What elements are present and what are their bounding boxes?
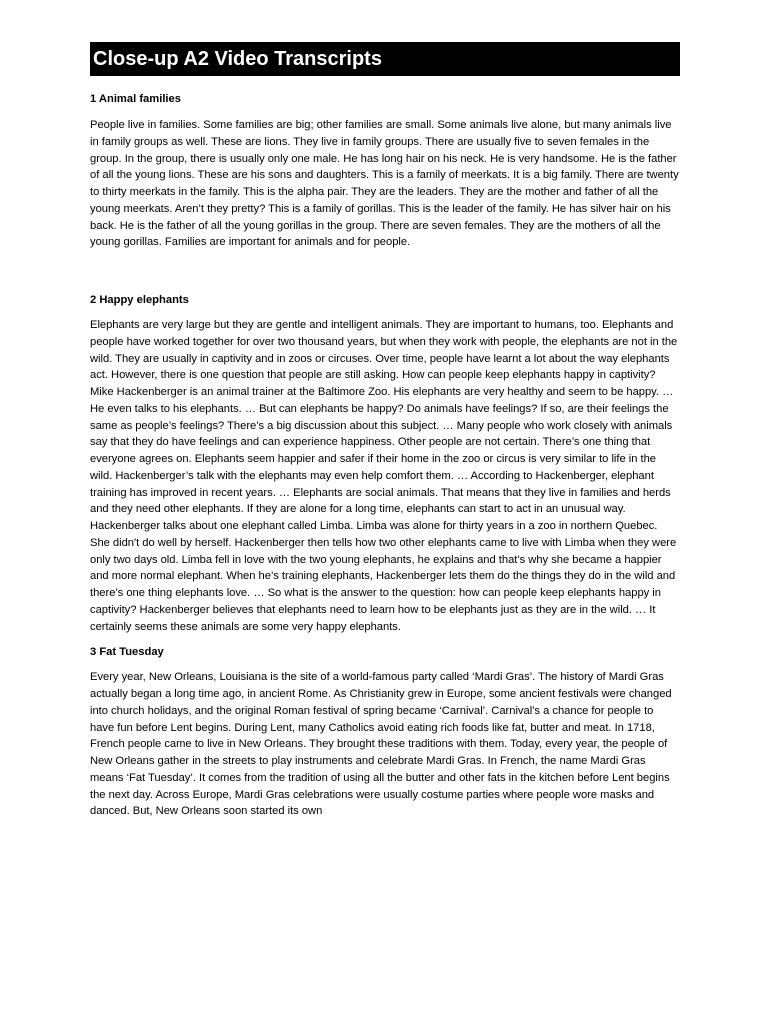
title-bar	[90, 42, 680, 76]
section-fat-tuesday	[90, 644, 680, 820]
document-page	[90, 42, 680, 820]
section-animal-families	[90, 91, 680, 251]
document-title: Close-up A2 Video Transcripts	[93, 48, 382, 70]
section-body: Every year, New Orleans, Louisiana is the site of a world-famous party called ‘Mardi Gras’. The history of Mardi Gras actually began a long time ago, in ancient Rome. As Christianity grew in Europe, some ancient festivals were changed into church holidays, and the original Roman festival of spring became ‘Carnival’. Carnival’s a chance for people to have fun before Lent begins. During Lent, many Catholics avoid eating rich foods like fat, butter and meat. In 1718, French people came to live in New Orleans. They brought these traditions with them. Today, every year, the people of New Orleans gather in the streets to play instruments and celebrate Mardi Gras. In French, the name Mardi Gras means ‘Fat Tuesday’. It comes from the tradition of using all the butter and other fats in the kitchen before Lent begins the next day. Across Europe, Mardi Gras celebrations were usually costume parties where people wore masks and danced. But, New Orleans soon started its own	[90, 671, 672, 818]
section-happy-elephants	[90, 292, 680, 635]
section-body: People live in families. Some families are big; other families are small. Some animals live alone, but many animals live in family groups as well. These are lions. They live in family groups. There are usually five to seven females in the group. In the group, there is usually only one male. He has long hair on his neck. He is very handsome. He is the father of all the young lions. These are his sons and daughters. This is a family of meerkats. It is a big family. There are twenty to thirty meerkats in the family. This is the alpha pair. They are the leaders. They are the mother and father of all the young meerkats. Aren’t they pretty? This is a family of gorillas. This is the leader of the family. He has silver hair on his back. He is the father of all the young gorillas in the group. There are seven females. They are the mothers of all the young gorillas. Families are important for animals and for people.	[90, 119, 679, 249]
section-heading: 1 Animal families	[90, 93, 181, 105]
section-heading: 3 Fat Tuesday	[90, 646, 164, 659]
section-body: Elephants are very large but they are gentle and intelligent animals. They are important to humans, too. Elephants and people have worked together for over two thousand years, but when they work with people, the elephants are not in the wild. They are usually in captivity and in zoos or circuses. Over time, people have learnt a lot about the way elephants act. However, there is one question that people are still asking. How can people keep elephants happy in captivity? Mike Hackenberger is an animal trainer at the Baltimore Zoo. His elephants are very healthy and seem to be happy. … He even talks to his elephants. … But can elephants be happy? Do animals have feelings? If so, are their feelings the same as people’s feelings? There’s a big discussion about this subject. … Many people who work closely with animals say that they do have feelings and can experience happiness. Other people are not certain. There’s one thing that everyone agrees on. Elephants seem happier and safer if their home in the zoo or circus is very similar to life in the wild. Hackenberger’s talk with the elephants may even help comfort them. … According to Hackenberger, elephant training has improved in recent years. … Elephants are social animals. That means that they live in families and herds and they need other elephants. If they are alone for a long time, elephants can start to act in an unusual way. Hackenberger talks about one elephant called Limba. Limba was alone for thirty years in a zoo in northern Quebec. She didn't do well by herself. Hackenberger then tells how two other elephants came to live with Limba when they were only two days old. Limba fell in love with the two young elephants, he explains and that’s why she became a happier and more normal elephant. When he’s training elephants, Hackenberger lets them do the things they do in the wild and there’s one thing elephants love. … So what is the answer to the question: how can people keep elephants happy in captivity? Hackenberger believes that elephants need to learn how to be elephants just as they are in the wild. … It certainly seems these animals are some very happy elephants.	[90, 319, 678, 633]
section-heading: 2 Happy elephants	[90, 294, 189, 306]
